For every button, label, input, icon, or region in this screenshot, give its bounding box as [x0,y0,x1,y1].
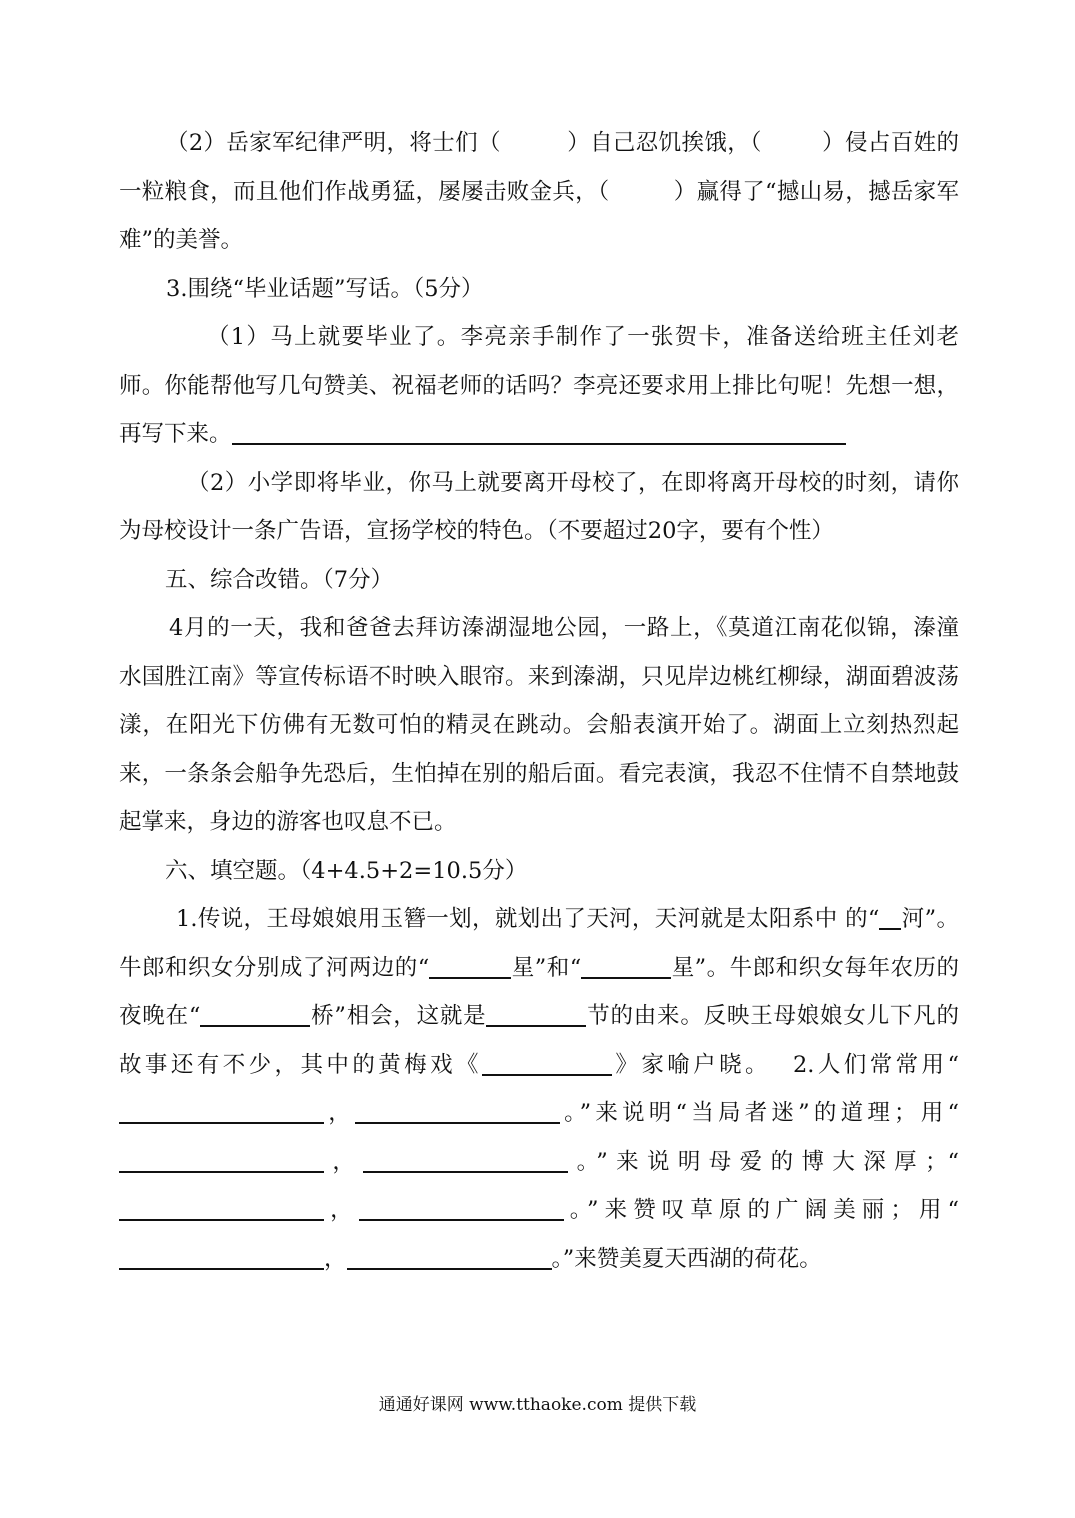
blank[interactable] [486,997,586,1027]
text: ， [324,1148,364,1175]
question-2-2 [119,119,959,265]
blank[interactable] [119,1094,324,1124]
text: ， [324,1245,347,1272]
text: ， [324,1197,359,1223]
text: “ [867,906,880,932]
text: 河”。牛郎和织女分别成了河两边的“ [119,906,959,981]
text: （2）岳家军纪律严明，将士们（ [166,130,501,156]
section-5-heading: 五、综合改错。（7分） [165,566,394,593]
answer-line[interactable] [232,413,846,445]
text: 星”。牛郎和织女每年农历的夜晚在“ [119,954,959,1029]
blank[interactable] [119,1143,324,1173]
blank[interactable] [482,1046,612,1076]
blank[interactable] [359,1191,564,1221]
text: 节的由来。反映王母娘娘女儿下凡的故事还有不少，其中的黄梅戏《 [119,1003,959,1078]
section-6-items [119,895,959,1283]
text: ）赢得了“撼山易，撼岳家军难”的美誉。 [119,178,959,253]
text: 桥”相会，这就是 [310,1003,487,1029]
text: （1）马上就要毕业了。李亮亲手制作了一张贺卡，准备送给班主任刘老师。你能帮他写几句赞美、祝福老师的话吗？李亮还要求用上排比句呢！先想一想，再写下来。 [119,324,959,447]
text: 。”来赞美夏天西湖的荷花。 [551,1245,822,1272]
text: 。”来赞叹草原的广阔美丽；用“ [563,1197,959,1223]
blank[interactable] [429,949,511,979]
blank[interactable] [347,1240,552,1270]
question-3-2: （2）小学即将毕业，你马上就要离开母校了，在即将离开母校的时刻，请你为母校设计一条广告语，宣扬学校的特色。（不要超过20字，要有个性） [119,469,959,544]
text: 。”来说明“当局者迷”的道理；用“ [559,1100,959,1126]
text: ）自己忍饥挨饿，（ [566,130,762,156]
section-5-passage: 4月的一天，我和爸爸去拜访溱湖湿地公园，一路上，《莫道江南花似锦，溱潼水国胜江南》等宣传标语不时映入眼帘。来到溱湖，只见岸边桃红柳绿，湖面碧波荡漾，在阳光下仿佛有无数可怕的精灵在跳动。会船表演开始了。湖面上立刻热烈起来，一条条会船争先恐后，生怕掉在别的船后面。看完表演，我忍不住情不自禁地鼓起掌来，身边的游客也叹息不已。 [119,615,959,835]
blank[interactable] [355,1094,560,1124]
blank[interactable] [119,1191,324,1221]
page-content [119,119,959,1283]
question-3-1 [119,313,959,459]
blank[interactable] [119,1240,324,1270]
text: 》家喻户晓。 [611,1051,771,1078]
footer-credit: 通通好课网 www.tthaoke.com 提供下载 [378,1395,697,1415]
text: 1.传说，王母娘娘用玉簪一划，就划出了天河，天河就是太阳系中 的 [176,906,868,932]
blank[interactable] [581,949,671,979]
text: 。”来说明母爱的博大深厚；“ [568,1148,959,1175]
text: ， [324,1100,355,1126]
text: 2.人们常常用“ [792,1051,959,1078]
text: 星”和“ [511,954,582,981]
section-6-heading: 六、填空题。（4+4.5+2=10.5分） [165,857,528,884]
question-3-heading: 3.围绕“毕业话题”写话。（5分） [166,275,484,302]
text: ）侵占百姓的一粒粮食，而且他们作战勇猛，屡屡击败金兵，（ [119,130,959,205]
blank[interactable] [363,1143,568,1173]
blank[interactable] [200,997,310,1027]
blank[interactable] [879,900,901,930]
